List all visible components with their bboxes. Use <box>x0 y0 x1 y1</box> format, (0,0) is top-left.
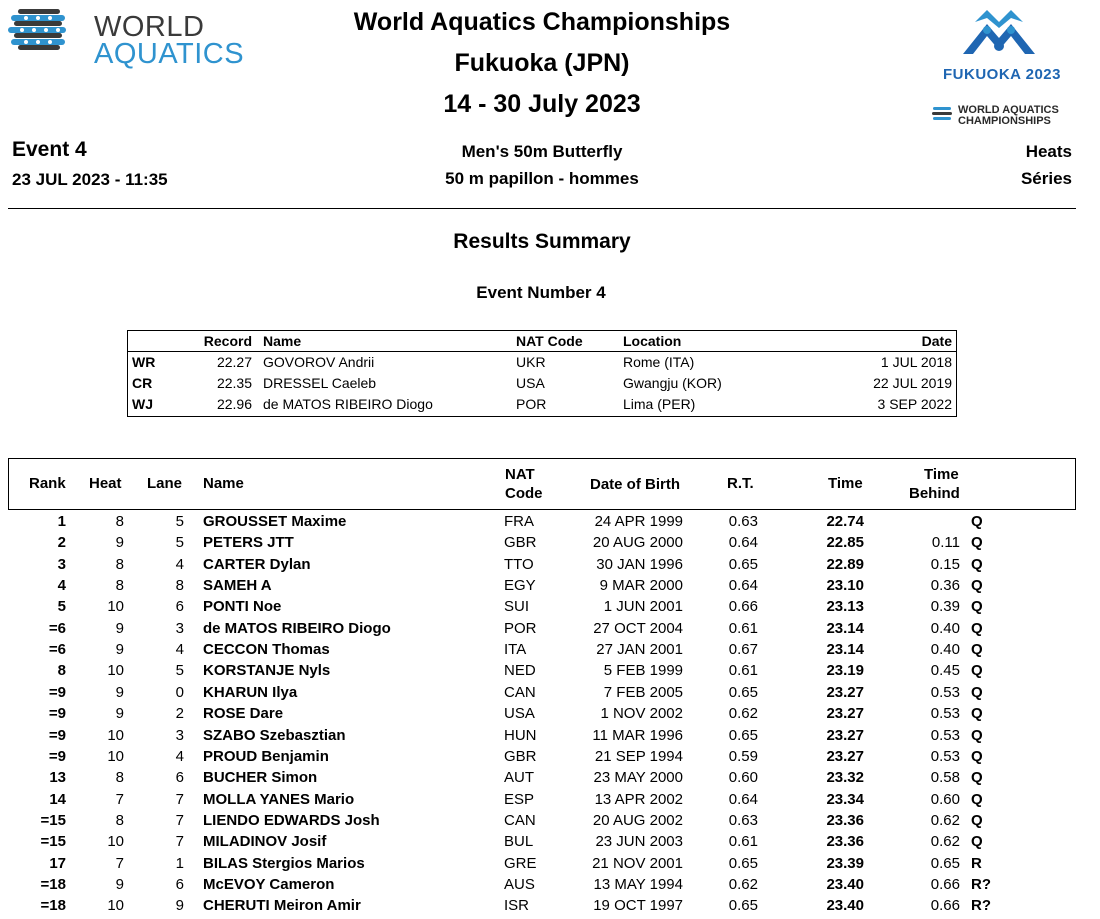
table-row <box>0 513 1100 534</box>
cell-heat: 10 <box>107 747 124 765</box>
cell-rank: 1 <box>57 513 66 530</box>
records-header-divider <box>128 351 956 352</box>
championships-logo-text <box>958 105 1059 127</box>
header-time: Time <box>828 475 863 492</box>
cell-heat: 9 <box>115 641 124 659</box>
cell-rt: 0.65 <box>728 555 758 573</box>
cell-q: Q <box>971 726 983 744</box>
results-summary-title: Results Summary <box>453 230 631 253</box>
cell-lane: 7 <box>175 811 184 829</box>
cell-time: 23.27 <box>826 726 864 744</box>
record-name: de MATOS RIBEIRO Diogo <box>263 396 433 412</box>
cell-q: Q <box>971 769 983 787</box>
cell-time: 23.40 <box>826 897 864 915</box>
cell-dob: 7 FEB 2005 <box>603 683 683 701</box>
cell-lane: 7 <box>175 833 184 851</box>
cell-dob: 21 SEP 1994 <box>594 747 683 765</box>
header-dob: Date of Birth <box>590 476 680 493</box>
cell-rt: 0.63 <box>728 811 758 829</box>
cell-rt: 0.63 <box>728 513 758 530</box>
cell-rt: 0.60 <box>728 769 758 787</box>
cell-behind: 0.53 <box>930 726 960 744</box>
cell-name: KHARUN Ilya <box>203 683 298 701</box>
cell-heat: 10 <box>107 726 124 744</box>
cell-lane: 9 <box>175 897 184 915</box>
table-row <box>0 833 1100 854</box>
cell-dob: 23 MAY 2000 <box>593 769 683 787</box>
cell-q: Q <box>971 598 983 616</box>
table-row <box>0 812 1100 833</box>
cell-name: PONTI Noe <box>203 598 282 616</box>
cell-rt: 0.61 <box>728 833 758 851</box>
cell-rt: 0.66 <box>728 598 758 616</box>
cell-behind: 0.58 <box>930 769 960 787</box>
records-header-name: Name <box>263 333 302 349</box>
cell-q: Q <box>971 662 983 680</box>
cell-dob: 9 MAR 2000 <box>599 577 683 595</box>
cell-rank: 5 <box>57 598 66 616</box>
cell-lane: 5 <box>175 534 184 552</box>
cell-heat: 7 <box>115 790 124 808</box>
cell-rank: =9 <box>48 683 66 701</box>
cell-time: 23.39 <box>826 854 864 872</box>
cell-rank: 4 <box>57 577 66 595</box>
header-behind-line1: Time <box>924 466 959 483</box>
championships-logo-line2: CHAMPIONSHIPS <box>958 115 1051 127</box>
cell-q: Q <box>971 555 983 573</box>
table-row <box>0 727 1100 748</box>
cell-rt: 0.62 <box>728 875 758 893</box>
championships-logo-line1: WORLD AQUATICS <box>958 104 1059 116</box>
cell-rank: =9 <box>48 747 66 765</box>
table-row <box>0 534 1100 555</box>
cell-time: 23.36 <box>826 833 864 851</box>
fukuoka-wave-icon <box>925 8 1085 68</box>
record-code: CR <box>132 375 153 391</box>
cell-rt: 0.61 <box>728 662 758 680</box>
cell-dob: 13 APR 2002 <box>594 790 683 808</box>
cell-lane: 6 <box>175 769 184 787</box>
cell-q: R <box>971 854 982 872</box>
cell-behind: 0.45 <box>930 662 960 680</box>
cell-time: 23.14 <box>826 641 864 659</box>
cell-behind: 0.66 <box>930 897 960 915</box>
cell-name: LIENDO EDWARDS Josh <box>203 811 380 829</box>
cell-name: de MATOS RIBEIRO Diogo <box>203 619 391 637</box>
table-row <box>0 577 1100 598</box>
cell-name: MOLLA YANES Mario <box>203 790 355 808</box>
cell-rank: 8 <box>57 662 66 680</box>
cell-heat: 8 <box>115 577 124 595</box>
records-header-record: Record <box>203 333 252 349</box>
cell-q: R? <box>971 897 991 915</box>
cell-dob: 13 MAY 1994 <box>593 875 683 893</box>
cell-dob: 5 FEB 1999 <box>603 662 683 680</box>
championships-wave-icon <box>932 104 952 124</box>
cell-nat: HUN <box>504 726 537 744</box>
cell-rank: =9 <box>48 726 66 744</box>
cell-time: 23.32 <box>826 769 864 787</box>
cell-nat: CAN <box>504 683 536 701</box>
event-datetime: 23 JUL 2023 - 11:35 <box>12 170 168 189</box>
cell-rt: 0.65 <box>728 854 758 872</box>
cell-rank: 2 <box>57 534 66 552</box>
cell-time: 23.27 <box>826 705 864 723</box>
records-header-date: Date <box>921 333 952 349</box>
cell-lane: 4 <box>175 641 184 659</box>
cell-rt: 0.65 <box>728 683 758 701</box>
record-name: DRESSEL Caeleb <box>263 375 377 391</box>
cell-behind: 0.62 <box>930 811 960 829</box>
cell-nat: POR <box>504 619 537 637</box>
cell-heat: 10 <box>107 662 124 680</box>
table-row <box>0 641 1100 662</box>
cell-dob: 19 OCT 1997 <box>593 897 683 915</box>
cell-q: Q <box>971 833 983 851</box>
records-table <box>127 330 957 417</box>
table-row <box>0 791 1100 812</box>
world-aquatics-logo-line2: AQUATICS <box>94 38 245 70</box>
cell-name: McEVOY Cameron <box>203 875 335 893</box>
cell-time: 23.27 <box>826 747 864 765</box>
event-phase-fr: Séries <box>1020 169 1072 188</box>
cell-nat: GBR <box>504 534 537 552</box>
cell-heat: 9 <box>115 705 124 723</box>
cell-lane: 1 <box>175 854 184 872</box>
cell-time: 23.10 <box>826 577 864 595</box>
cell-name: SAMEH A <box>203 577 272 595</box>
cell-name: SZABO Szebasztian <box>203 726 346 744</box>
cell-dob: 21 NOV 2001 <box>592 854 683 872</box>
cell-rt: 0.64 <box>728 577 758 595</box>
table-row <box>0 855 1100 876</box>
cell-q: Q <box>971 513 983 530</box>
header-lane: Lane <box>147 475 183 492</box>
cell-nat: EGY <box>504 577 536 595</box>
cell-lane: 0 <box>175 683 184 701</box>
cell-name: GROUSSET Maxime <box>203 513 347 530</box>
table-row <box>0 876 1100 897</box>
cell-q: Q <box>971 641 983 659</box>
cell-dob: 20 AUG 2002 <box>592 811 683 829</box>
record-time: 22.96 <box>216 396 252 412</box>
cell-lane: 7 <box>175 790 184 808</box>
cell-name: CARTER Dylan <box>203 555 311 573</box>
cell-nat: FRA <box>504 513 534 530</box>
cell-time: 23.13 <box>826 598 864 616</box>
cell-time: 22.85 <box>826 534 864 552</box>
header-rt: R.T. <box>727 475 754 492</box>
cell-lane: 3 <box>175 726 184 744</box>
cell-lane: 5 <box>175 513 184 530</box>
header-rank: Rank <box>29 475 66 492</box>
cell-lane: 4 <box>175 747 184 765</box>
cell-time: 23.14 <box>826 619 864 637</box>
header-heat: Heat <box>89 475 122 492</box>
cell-nat: TTO <box>504 555 534 573</box>
cell-nat: AUT <box>504 769 534 787</box>
record-date: 3 SEP 2022 <box>877 396 952 412</box>
cell-nat: ITA <box>504 641 527 659</box>
cell-time: 23.40 <box>826 875 864 893</box>
cell-dob: 27 JAN 2001 <box>596 641 683 659</box>
header-nat-line1: NAT <box>505 466 535 483</box>
cell-nat: BUL <box>504 833 534 851</box>
championship-title: World Aquatics Championships <box>353 8 731 36</box>
record-date: 1 JUL 2018 <box>880 354 952 370</box>
cell-rank: =18 <box>40 875 66 893</box>
table-row <box>0 684 1100 705</box>
cell-rt: 0.67 <box>728 641 758 659</box>
cell-lane: 4 <box>175 555 184 573</box>
cell-heat: 7 <box>115 854 124 872</box>
cell-rank: 3 <box>57 555 66 573</box>
cell-behind: 0.65 <box>930 854 960 872</box>
cell-nat: USA <box>504 705 535 723</box>
cell-lane: 6 <box>175 598 184 616</box>
cell-behind: 0.60 <box>930 790 960 808</box>
cell-q: Q <box>971 577 983 595</box>
cell-nat: ESP <box>504 790 535 808</box>
table-row <box>0 598 1100 619</box>
cell-rt: 0.65 <box>728 726 758 744</box>
cell-name: MILADINOV Josif <box>203 833 327 851</box>
cell-dob: 27 OCT 2004 <box>593 619 683 637</box>
record-code: WR <box>132 354 156 370</box>
cell-rank: 17 <box>49 854 66 872</box>
cell-heat: 9 <box>115 619 124 637</box>
cell-behind: 0.62 <box>930 833 960 851</box>
cell-q: Q <box>971 619 983 637</box>
records-header-location: Location <box>623 333 682 349</box>
cell-q: Q <box>971 534 983 552</box>
results-header <box>8 458 1076 510</box>
cell-nat: GRE <box>504 854 537 872</box>
cell-nat: SUI <box>504 598 530 616</box>
cell-heat: 9 <box>115 683 124 701</box>
cell-dob: 11 MAR 1996 <box>592 726 683 744</box>
record-location: Rome (ITA) <box>623 354 695 370</box>
cell-behind: 0.39 <box>930 598 960 616</box>
cell-behind: 0.15 <box>930 555 960 573</box>
championship-location: Fukuoka (JPN) <box>454 49 630 77</box>
cell-heat: 8 <box>115 811 124 829</box>
records-header-nat: NAT Code <box>516 333 583 349</box>
event-phase-en: Heats <box>1025 142 1072 161</box>
record-time: 22.35 <box>216 375 252 391</box>
cell-name: KORSTANJE Nyls <box>203 662 331 680</box>
cell-name: ROSE Dare <box>203 705 284 723</box>
cell-q: Q <box>971 705 983 723</box>
cell-heat: 8 <box>115 769 124 787</box>
fukuoka-logo-text: FUKUOKA 2023 <box>943 66 1061 83</box>
cell-lane: 2 <box>175 705 184 723</box>
cell-q: R? <box>971 875 991 893</box>
table-row <box>0 556 1100 577</box>
cell-behind: 0.40 <box>930 619 960 637</box>
cell-rt: 0.59 <box>728 747 758 765</box>
cell-rank: =6 <box>48 641 66 659</box>
cell-dob: 1 NOV 2002 <box>600 705 683 723</box>
cell-heat: 9 <box>115 875 124 893</box>
cell-lane: 6 <box>175 875 184 893</box>
record-location: Gwangju (KOR) <box>623 375 722 391</box>
header-nat-line2: Code <box>505 485 543 502</box>
cell-lane: 3 <box>175 619 184 637</box>
cell-name: CECCON Thomas <box>203 641 330 659</box>
cell-nat: AUS <box>504 875 535 893</box>
cell-rank: =18 <box>40 897 66 915</box>
cell-lane: 8 <box>175 577 184 595</box>
cell-q: Q <box>971 683 983 701</box>
event-name-en: Men's 50m Butterfly <box>461 142 623 161</box>
record-nat: UKR <box>516 354 546 370</box>
cell-q: Q <box>971 790 983 808</box>
cell-rank: =9 <box>48 705 66 723</box>
cell-heat: 10 <box>107 833 124 851</box>
cell-rank: 14 <box>49 790 66 808</box>
cell-dob: 30 JAN 1996 <box>596 555 683 573</box>
cell-rank: =15 <box>40 811 66 829</box>
event-number-title: Event Number 4 <box>476 283 606 302</box>
header-divider <box>8 208 1076 209</box>
cell-name: BILAS Stergios Marios <box>203 854 365 872</box>
table-row <box>0 769 1100 790</box>
cell-dob: 24 APR 1999 <box>594 513 683 530</box>
table-row <box>0 705 1100 726</box>
cell-nat: ISR <box>504 897 530 915</box>
cell-behind: 0.36 <box>930 577 960 595</box>
table-row <box>0 662 1100 683</box>
cell-dob: 20 AUG 2000 <box>592 534 683 552</box>
event-number: Event 4 <box>12 138 87 161</box>
cell-rank: 13 <box>49 769 66 787</box>
cell-rt: 0.65 <box>728 897 758 915</box>
cell-time: 23.19 <box>826 662 864 680</box>
header-name: Name <box>203 475 244 492</box>
cell-rt: 0.62 <box>728 705 758 723</box>
event-name-fr: 50 m papillon - hommes <box>445 169 639 188</box>
cell-dob: 1 JUN 2001 <box>603 598 683 616</box>
championship-dates: 14 - 30 July 2023 <box>443 90 641 118</box>
cell-heat: 9 <box>115 534 124 552</box>
cell-rank: =15 <box>40 833 66 851</box>
cell-time: 23.34 <box>826 790 864 808</box>
cell-behind: 0.11 <box>931 534 960 552</box>
table-row <box>0 897 1100 918</box>
table-row <box>0 620 1100 641</box>
record-time: 22.27 <box>216 354 252 370</box>
cell-rt: 0.61 <box>728 619 758 637</box>
cell-time: 23.27 <box>826 683 864 701</box>
cell-heat: 8 <box>115 555 124 573</box>
cell-lane: 5 <box>175 662 184 680</box>
record-nat: POR <box>516 396 547 412</box>
cell-nat: CAN <box>504 811 536 829</box>
cell-heat: 8 <box>115 513 124 530</box>
cell-nat: GBR <box>504 747 537 765</box>
cell-name: CHERUTI Meiron Amir <box>203 897 361 915</box>
record-nat: USA <box>516 375 545 391</box>
cell-behind: 0.53 <box>930 747 960 765</box>
cell-nat: NED <box>504 662 536 680</box>
cell-behind: 0.40 <box>930 641 960 659</box>
cell-name: PROUD Benjamin <box>203 747 329 765</box>
record-date: 22 JUL 2019 <box>873 375 952 391</box>
table-row <box>0 748 1100 769</box>
cell-rt: 0.64 <box>728 790 758 808</box>
world-aquatics-wave-icon <box>8 8 98 58</box>
cell-heat: 10 <box>107 897 124 915</box>
cell-name: BUCHER Simon <box>203 769 318 787</box>
cell-rank: =6 <box>48 619 66 637</box>
cell-rt: 0.64 <box>728 534 758 552</box>
world-aquatics-logo-line1: WORLD <box>94 11 205 43</box>
record-code: WJ <box>132 396 153 412</box>
cell-behind: 0.53 <box>930 705 960 723</box>
cell-time: 22.74 <box>826 513 864 530</box>
cell-q: Q <box>971 747 983 765</box>
cell-behind: 0.66 <box>930 875 960 893</box>
cell-time: 22.89 <box>826 555 864 573</box>
cell-heat: 10 <box>107 598 124 616</box>
cell-behind: 0.53 <box>930 683 960 701</box>
cell-name: PETERS JTT <box>203 534 294 552</box>
cell-time: 23.36 <box>826 811 864 829</box>
cell-dob: 23 JUN 2003 <box>595 833 683 851</box>
header-behind-line2: Behind <box>909 485 960 502</box>
record-location: Lima (PER) <box>623 396 696 412</box>
cell-q: Q <box>971 811 983 829</box>
record-name: GOVOROV Andrii <box>263 354 375 370</box>
